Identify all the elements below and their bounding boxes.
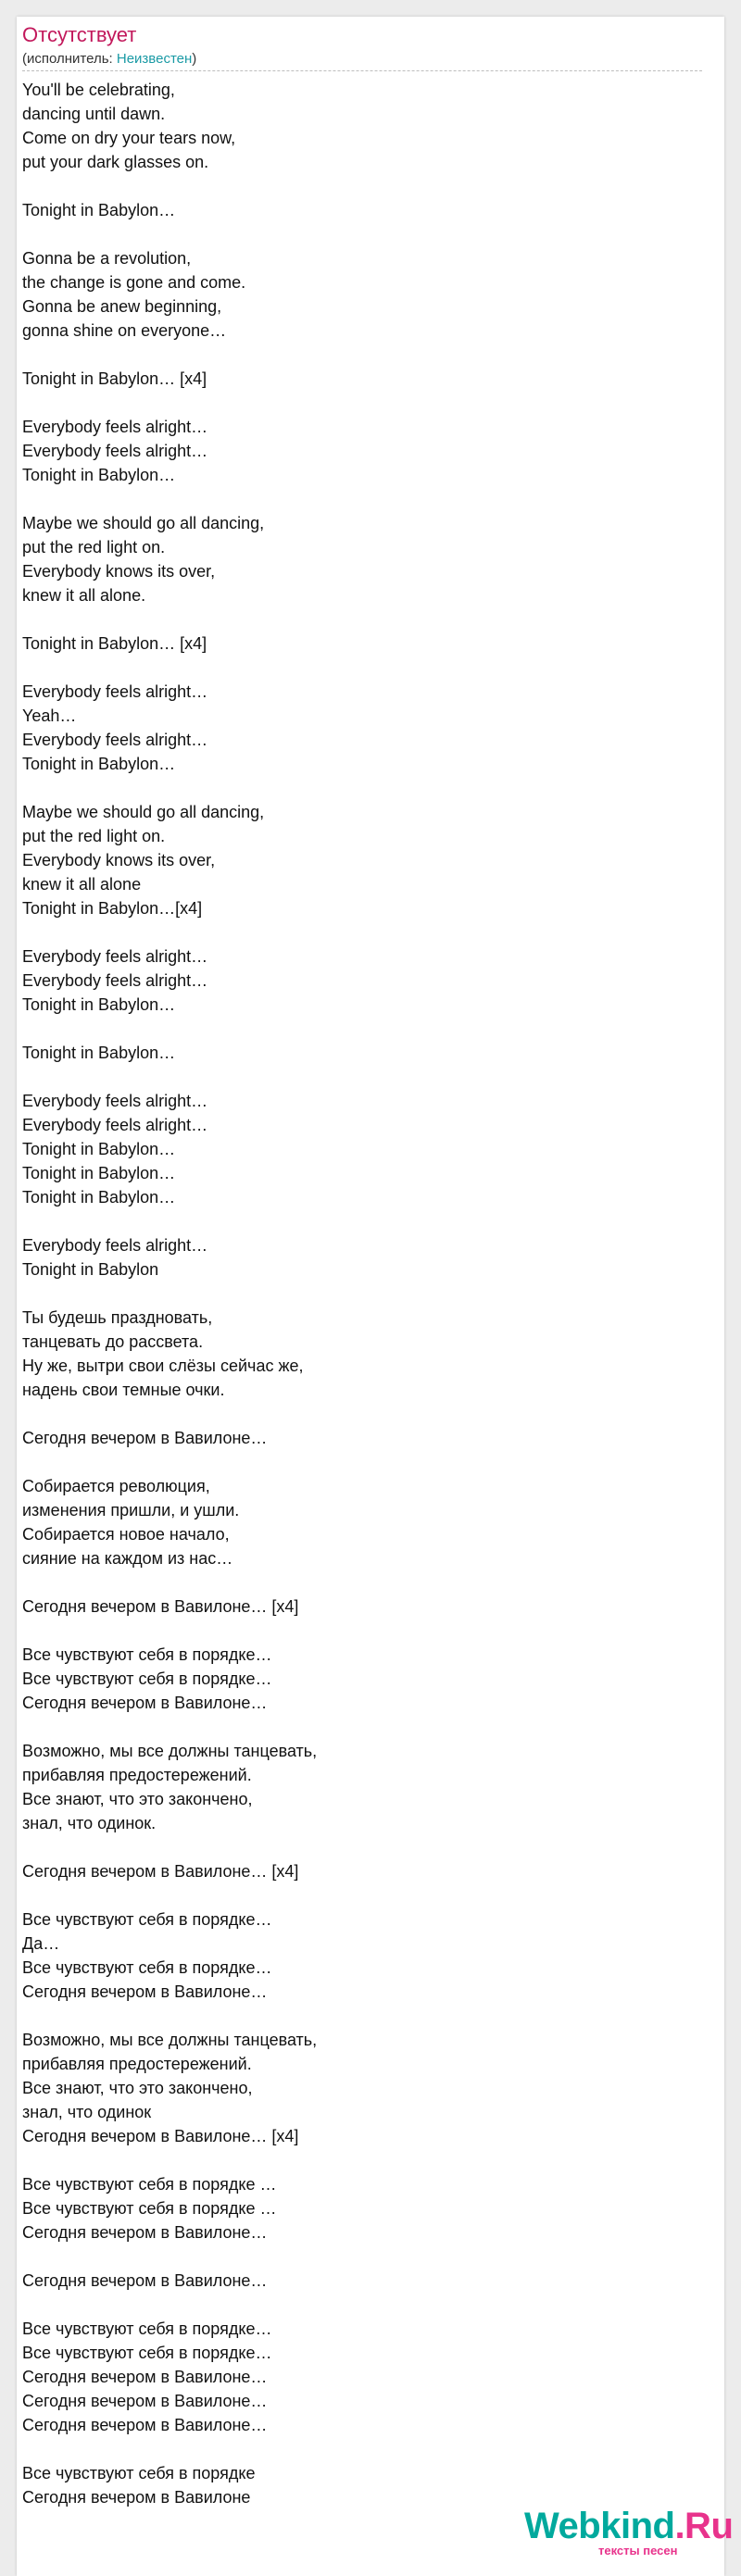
lyrics-line: Все чувствуют себя в порядке …: [22, 2175, 277, 2194]
lyrics-line: Everybody knows its over,: [22, 851, 216, 869]
lyrics-blank-line: [22, 343, 689, 367]
logo-wordmark: [524, 2506, 733, 2546]
lyrics-blank-line: [22, 2293, 689, 2317]
lyrics-line: Tonight in Babylon: [22, 1260, 159, 1279]
logo-tld-text: .Ru: [674, 2506, 734, 2546]
lyrics-line: Сегодня вечером в Вавилоне…: [22, 1694, 268, 1712]
lyrics-blank-line: [22, 2004, 689, 2028]
lyrics-blank-line: [22, 1402, 689, 1426]
lyrics-blank-line: [22, 2148, 689, 2172]
lyrics-line: Everybody feels alright…: [22, 1236, 208, 1255]
lyrics-line: Сегодня вечером в Вавилоне…: [22, 1982, 268, 2001]
logo-tagline: тексты песен: [598, 2544, 678, 2557]
lyrics-line: надень свои темные очки.: [22, 1381, 225, 1399]
lyrics-line: Все чувствуют себя в порядке…: [22, 1910, 272, 1929]
lyrics-blank-line: [22, 1209, 689, 1233]
artist-line: [22, 50, 196, 69]
lyrics-line: put your dark glasses on.: [22, 153, 209, 171]
lyrics-blank-line: [22, 1835, 689, 1859]
artist-prefix: (исполнитель:: [22, 51, 117, 67]
lyrics-line: Everybody feels alright…: [22, 947, 208, 966]
lyrics-line: Everybody feels alright…: [22, 418, 208, 436]
lyrics-blank-line: [22, 174, 689, 198]
lyrics-line: Tonight in Babylon…: [22, 1164, 176, 1182]
lyrics-line: Все чувствуют себя в порядке…: [22, 2320, 272, 2338]
lyrics-blank-line: [22, 607, 689, 631]
lyrics-line: Все чувствуют себя в порядке …: [22, 2199, 277, 2218]
lyrics-line: Everybody knows its over,: [22, 562, 216, 581]
lyrics-line: Сегодня вечером в Вавилоне…: [22, 2368, 268, 2386]
lyrics-line: knew it all alone.: [22, 586, 146, 605]
lyrics-blank-line: [22, 1282, 689, 1306]
lyrics-line: Tonight in Babylon…[x4]: [22, 899, 203, 918]
lyrics-line: Tonight in Babylon… [x4]: [22, 369, 207, 388]
lyrics-line: Все знают, что это закончено,: [22, 1790, 253, 1808]
lyrics-line: Everybody feels alright…: [22, 442, 208, 460]
lyrics-line: Все чувствуют себя в порядке: [22, 2464, 256, 2482]
lyrics-line: Everybody feels alright…: [22, 682, 208, 701]
lyrics-line: Tonight in Babylon…: [22, 1188, 176, 1207]
lyrics-line: dancing until dawn.: [22, 105, 166, 123]
lyrics-line: Сегодня вечером в Вавилоне… [x4]: [22, 1597, 299, 1616]
lyrics-blank-line: [22, 1570, 689, 1594]
lyrics-line: Tonight in Babylon…: [22, 1044, 176, 1062]
lyrics-blank-line: [22, 656, 689, 680]
lyrics-line: Возможно, мы все должны танцевать,: [22, 2031, 318, 2049]
lyrics-line: Сегодня вечером в Вавилоне: [22, 2488, 251, 2507]
lyrics-blank-line: [22, 776, 689, 800]
lyrics-line: Сегодня вечером в Вавилоне…: [22, 2223, 268, 2242]
lyrics-line: Gonna be a revolution,: [22, 249, 192, 268]
lyrics-line: Gonna be anew beginning,: [22, 297, 222, 316]
lyrics-line: knew it all alone: [22, 875, 142, 894]
lyrics-line: Все чувствуют себя в порядке…: [22, 2344, 272, 2362]
lyrics-blank-line: [22, 2245, 689, 2269]
lyrics-line: Собирается новое начало,: [22, 1525, 230, 1544]
lyrics-line: Everybody feels alright…: [22, 1116, 208, 1134]
lyrics-line: Tonight in Babylon…: [22, 995, 176, 1014]
lyrics-line: прибавляя предостережений.: [22, 2055, 252, 2073]
song-title: Отсутствует: [22, 23, 137, 46]
lyrics-line: Все чувствуют себя в порядке…: [22, 1669, 272, 1688]
lyrics-line: Собирается революция,: [22, 1477, 210, 1495]
lyrics-line: сияние на каждом из нас…: [22, 1549, 233, 1568]
site-logo[interactable]: [524, 2506, 734, 2561]
lyrics-blank-line: [22, 222, 689, 246]
lyrics-blank-line: [22, 1619, 689, 1643]
artist-suffix: ): [192, 51, 197, 67]
lyrics-line: Everybody feels alright…: [22, 731, 208, 749]
lyrics-line: Все чувствуют себя в порядке…: [22, 1958, 272, 1977]
lyrics-line: Everybody feels alright…: [22, 1092, 208, 1110]
lyrics-line: Возможно, мы все должны танцевать,: [22, 1742, 318, 1760]
lyrics-blank-line: [22, 1883, 689, 1907]
lyrics-line: Ты будешь праздновать,: [22, 1308, 213, 1327]
lyrics-line: Tonight in Babylon…: [22, 755, 176, 773]
lyrics-line: Сегодня вечером в Вавилоне… [x4]: [22, 2127, 299, 2145]
lyrics-line: Come on dry your tears now,: [22, 129, 236, 147]
lyrics-line: Сегодня вечером в Вавилоне… [x4]: [22, 1862, 299, 1881]
lyrics-line: изменения пришли, и ушли.: [22, 1501, 240, 1519]
lyrics-line: Tonight in Babylon…: [22, 466, 176, 484]
logo-main-text: Webkind: [524, 2506, 675, 2546]
lyrics-line: Maybe we should go all dancing,: [22, 803, 265, 821]
lyrics-line: gonna shine on everyone…: [22, 321, 227, 340]
lyrics-line: Everybody feels alright…: [22, 971, 208, 990]
lyrics-line: танцевать до рассвета.: [22, 1332, 204, 1351]
lyrics-line: Tonight in Babylon…: [22, 1140, 176, 1158]
lyrics-blank-line: [22, 1017, 689, 1041]
lyrics-blank-line: [22, 2437, 689, 2461]
lyrics-blank-line: [22, 1450, 689, 1474]
lyrics-text: [22, 78, 689, 2509]
lyrics-line: Tonight in Babylon… [x4]: [22, 634, 207, 653]
lyrics-blank-line: [22, 920, 689, 944]
lyrics-line: Сегодня вечером в Вавилоне…: [22, 2271, 268, 2290]
lyrics-line: Ну же, вытри свои слёзы сейчас же,: [22, 1357, 304, 1375]
lyrics-line: put the red light on.: [22, 538, 166, 556]
title-divider: [22, 70, 702, 71]
lyrics-line: Tonight in Babylon…: [22, 201, 176, 219]
lyrics-line: Сегодня вечером в Вавилоне…: [22, 2392, 268, 2410]
lyrics-line: Сегодня вечером в Вавилоне…: [22, 2416, 268, 2434]
lyrics-blank-line: [22, 391, 689, 415]
lyrics-blank-line: [22, 1065, 689, 1089]
lyrics-line: Maybe we should go all dancing,: [22, 514, 265, 532]
lyrics-blank-line: [22, 487, 689, 511]
lyrics-line: put the red light on.: [22, 827, 166, 845]
lyrics-blank-line: [22, 1715, 689, 1739]
lyrics-line: прибавляя предостережений.: [22, 1766, 252, 1784]
lyrics-line: Все чувствуют себя в порядке…: [22, 1645, 272, 1664]
lyrics-line: You'll be celebrating,: [22, 81, 175, 99]
lyrics-line: Да…: [22, 1934, 60, 1953]
lyrics-line: Yeah…: [22, 707, 77, 725]
artist-link[interactable]: Неизвестен: [116, 51, 193, 67]
lyrics-line: Сегодня вечером в Вавилоне…: [22, 1429, 268, 1447]
lyrics-line: Все знают, что это закончено,: [22, 2079, 253, 2097]
lyrics-line: знал, что одинок.: [22, 1814, 157, 1832]
lyrics-line: the change is gone and come.: [22, 273, 246, 292]
lyrics-line: знал, что одинок: [22, 2103, 152, 2121]
